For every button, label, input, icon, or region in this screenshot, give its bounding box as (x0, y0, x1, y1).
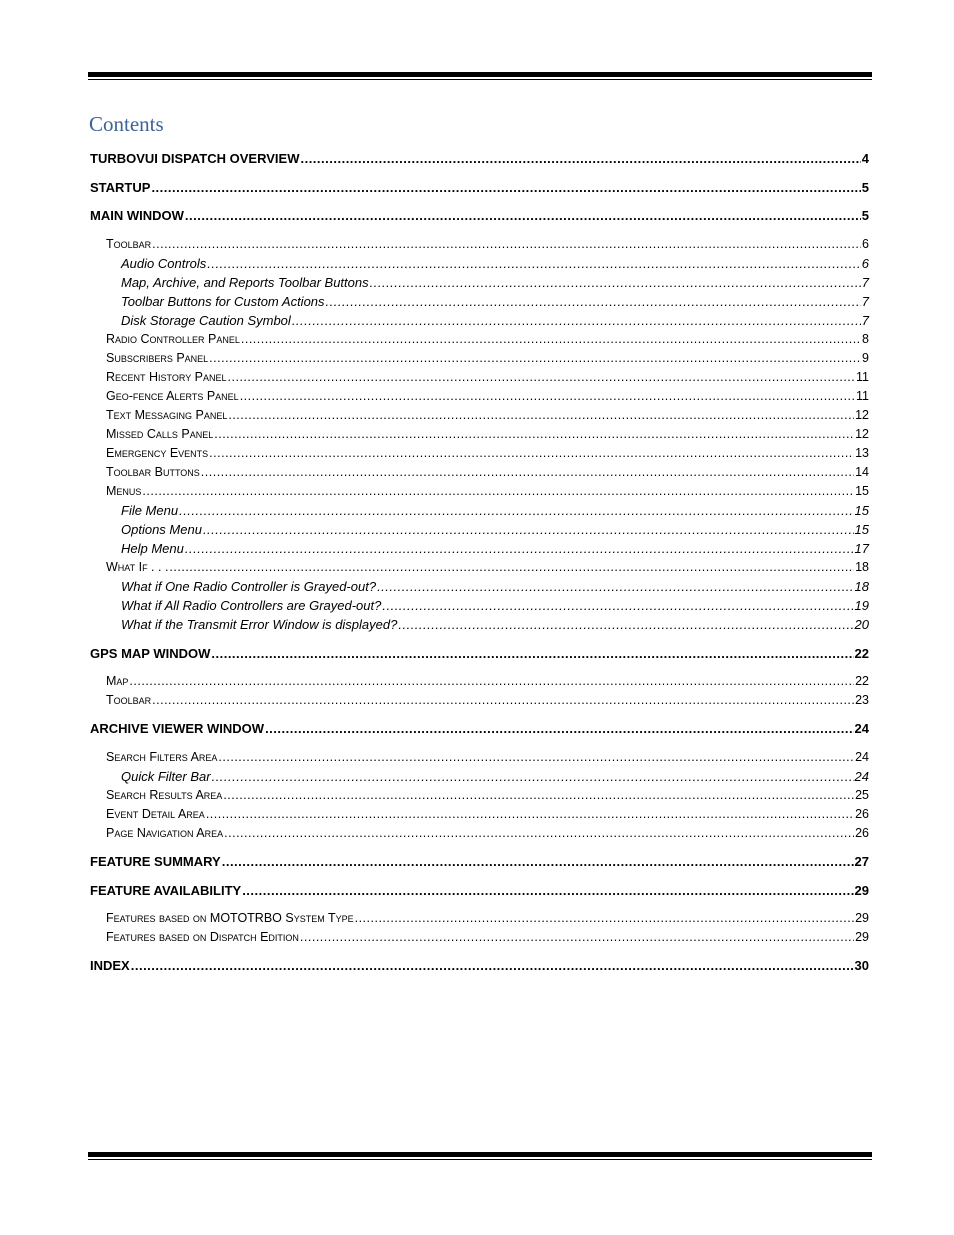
toc-entry[interactable] (106, 351, 869, 365)
toc-entry-title: FEATURE AVAILABILITY (90, 883, 242, 898)
toc-dot-leader (218, 750, 854, 764)
toc-entry[interactable] (121, 522, 869, 537)
toc-entry-page: 26 (855, 826, 869, 840)
toc-dot-leader (223, 788, 854, 802)
toc-dot-leader (214, 427, 854, 441)
toc-entry-title: Menus (106, 484, 142, 498)
toc-entry-title: Audio Controls (121, 256, 207, 271)
toc-entry-page: 7 (861, 313, 869, 328)
toc-dot-leader (179, 503, 853, 518)
toc-entry[interactable] (90, 958, 869, 973)
toc-entry-title: Geo-fence Alerts Panel (106, 389, 239, 403)
toc-entry-page: 7 (861, 294, 869, 309)
toc-entry-title: Text Messaging Panel (106, 408, 228, 422)
toc-entry-title: Toolbar (106, 693, 152, 707)
toc-entry[interactable] (121, 769, 869, 784)
toc-entry-page: 27 (854, 854, 869, 869)
toc-dot-leader (209, 351, 861, 365)
toc-entry-page: 13 (855, 446, 869, 460)
toc-entry-page: 7 (861, 275, 869, 290)
toc-entry-page: 15 (855, 484, 869, 498)
toc-entry-title: Recent History Panel (106, 370, 227, 384)
footer-rule (88, 1152, 872, 1160)
toc-dot-leader (228, 408, 854, 422)
toc-entry-title: Search Results Area (106, 788, 223, 802)
toc-dot-leader (377, 579, 853, 594)
toc-dot-leader (203, 522, 854, 537)
toc-entry-title: Toolbar Buttons (106, 465, 200, 479)
toc-entry-title: What if the Transmit Error Window is displayed? (121, 617, 398, 632)
toc-entry[interactable] (106, 465, 869, 479)
toc-entry[interactable] (106, 427, 869, 441)
toc-entry[interactable] (106, 693, 869, 707)
toc-dot-leader (326, 294, 861, 309)
toc-entry[interactable] (90, 883, 869, 898)
toc-dot-leader (206, 807, 854, 821)
toc-entry-page: 20 (854, 617, 869, 632)
toc-dot-leader (241, 332, 861, 346)
toc-entry[interactable] (121, 275, 869, 290)
toc-entry-title: Disk Storage Caution Symbol (121, 313, 291, 328)
toc-entry-title: Radio Controller Panel (106, 332, 240, 346)
toc-entry[interactable] (121, 503, 869, 518)
toc-entry[interactable] (106, 389, 869, 403)
toc-entry-page: 11 (856, 370, 869, 384)
toc-entry[interactable] (90, 646, 869, 661)
toc-dot-leader (129, 674, 854, 688)
toc-entry-page: 30 (854, 958, 869, 973)
toc-dot-leader (131, 958, 854, 973)
toc-entry-title: Toolbar (106, 237, 152, 251)
toc-dot-leader (224, 826, 854, 840)
toc-entry-title: Emergency Events (106, 446, 209, 460)
toc-dot-leader (222, 854, 854, 869)
toc-entry[interactable] (90, 721, 869, 736)
toc-entry-page: 15 (854, 503, 869, 518)
toc-entry[interactable] (106, 560, 869, 574)
toc-entry-page: 18 (854, 579, 869, 594)
toc-entry[interactable] (106, 930, 869, 944)
toc-entry[interactable] (90, 854, 869, 869)
toc-dot-leader (185, 541, 854, 556)
toc-dot-leader (211, 646, 853, 661)
toc-entry-title: File Menu (121, 503, 179, 518)
toc-entry[interactable] (106, 370, 869, 384)
toc-entry-title: Map (106, 674, 129, 688)
toc-entry-title: What If . . . (106, 560, 169, 574)
toc-entry-page: 29 (855, 930, 869, 944)
toc-dot-leader (169, 560, 854, 574)
toc-entry[interactable] (106, 788, 869, 802)
toc-entry[interactable] (106, 807, 869, 821)
toc-entry[interactable] (121, 598, 869, 613)
toc-entry-page: 5 (861, 208, 869, 223)
toc-entry[interactable] (90, 180, 869, 195)
toc-dot-leader (292, 313, 861, 328)
toc-entry[interactable] (121, 617, 869, 632)
toc-dot-leader (152, 693, 854, 707)
toc-entry-title: Subscribers Panel (106, 351, 209, 365)
toc-entry-page: 11 (856, 389, 869, 403)
toc-dot-leader (398, 617, 853, 632)
toc-entry-title: Features based on MOTOTRBO System Type (106, 911, 354, 925)
toc-entry[interactable] (106, 484, 869, 498)
toc-dot-leader (370, 275, 861, 290)
toc-entry[interactable] (106, 408, 869, 422)
toc-entry-page: 18 (855, 560, 869, 574)
toc-dot-leader (207, 256, 860, 271)
toc-entry-title: Page Navigation Area (106, 826, 224, 840)
toc-entry[interactable] (106, 674, 869, 688)
toc-entry-title: Quick Filter Bar (121, 769, 211, 784)
toc-dot-leader (265, 721, 853, 736)
toc-entry-page: 19 (854, 598, 869, 613)
toc-entry[interactable] (106, 826, 869, 840)
toc-entry-page: 9 (862, 351, 869, 365)
toc-dot-leader (240, 389, 855, 403)
toc-entry-title: What if One Radio Controller is Grayed-out? (121, 579, 377, 594)
toc-dot-leader (242, 883, 853, 898)
toc-entry-title: Features based on Dispatch Edition (106, 930, 299, 944)
toc-entry[interactable] (106, 332, 869, 346)
toc-entry[interactable] (90, 208, 869, 223)
toc-entry-page: 24 (854, 721, 869, 736)
toc-entry-title: STARTUP (90, 180, 151, 195)
toc-dot-leader (185, 208, 861, 223)
toc-entry-title: INDEX (90, 958, 130, 973)
toc-entry[interactable] (121, 541, 869, 556)
toc-entry[interactable] (121, 579, 869, 594)
header-rule (88, 72, 872, 80)
toc-dot-leader (382, 598, 853, 613)
toc-entry-page: 15 (854, 522, 869, 537)
toc-entry-title: TURBOVUI DISPATCH OVERVIEW (90, 151, 300, 166)
toc-dot-leader (142, 484, 854, 498)
toc-dot-leader (212, 769, 854, 784)
toc-entry-page: 24 (854, 769, 869, 784)
toc-entry-page: 4 (861, 151, 869, 166)
toc-entry-page: 26 (855, 807, 869, 821)
toc-entry-page: 6 (862, 237, 869, 251)
toc-entry-page: 23 (855, 693, 869, 707)
toc-entry-title: Map, Archive, and Reports Toolbar Buttons (121, 275, 369, 290)
toc-entry-title: Search Filters Area (106, 750, 218, 764)
toc-dot-leader (209, 446, 854, 460)
toc-entry-page: 8 (862, 332, 869, 346)
toc-dot-leader (300, 930, 854, 944)
toc-entry[interactable] (121, 256, 869, 271)
toc-entry-title: Missed Calls Panel (106, 427, 214, 441)
toc-entry-title: Event Detail Area (106, 807, 205, 821)
toc-entry[interactable] (121, 294, 869, 309)
toc-entry-page: 24 (855, 750, 869, 764)
toc-dot-leader (355, 911, 854, 925)
toc-entry-page: 14 (855, 465, 869, 479)
toc-dot-leader (201, 465, 854, 479)
toc-entry[interactable] (106, 237, 869, 251)
toc-entry-page: 22 (855, 674, 869, 688)
toc-entry[interactable] (106, 911, 869, 925)
toc-entry-page: 12 (855, 408, 869, 422)
toc-dot-leader (228, 370, 855, 384)
toc-entry-title: MAIN WINDOW (90, 208, 184, 223)
toc-entry-page: 6 (861, 256, 869, 271)
toc-entry-page: 25 (855, 788, 869, 802)
toc-entry-page: 5 (861, 180, 869, 195)
toc-entry[interactable] (90, 151, 869, 166)
toc-entry-page: 17 (854, 541, 869, 556)
toc-entry-title: Help Menu (121, 541, 184, 556)
toc-entry-page: 29 (854, 883, 869, 898)
toc-dot-leader (152, 237, 861, 251)
toc-dot-leader (151, 180, 860, 195)
page-title: Contents (89, 112, 164, 136)
toc-entry-title: Toolbar Buttons for Custom Actions (121, 294, 325, 309)
toc-dot-leader (300, 151, 860, 166)
toc-entry-title: GPS MAP WINDOW (90, 646, 211, 661)
toc-entry-title: FEATURE SUMMARY (90, 854, 221, 869)
toc-entry-title: Options Menu (121, 522, 202, 537)
toc-entry[interactable] (106, 750, 869, 764)
toc-entry[interactable] (121, 313, 869, 328)
toc-entry-page: 29 (855, 911, 869, 925)
toc-entry-title: What if All Radio Controllers are Grayed-out? (121, 598, 382, 613)
toc-entry[interactable] (106, 446, 869, 460)
toc-entry-title: ARCHIVE VIEWER WINDOW (90, 721, 265, 736)
toc-entry-page: 22 (854, 646, 869, 661)
toc-entry-page: 12 (855, 427, 869, 441)
